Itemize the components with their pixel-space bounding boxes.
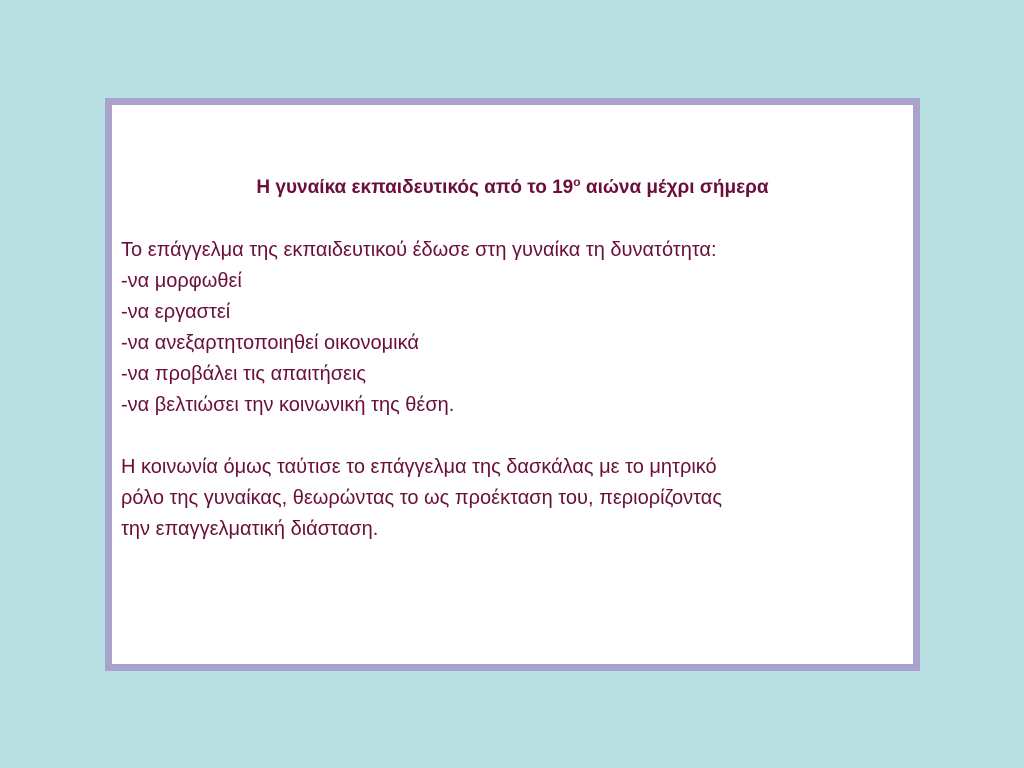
intro-text: Το επάγγελμα της εκπαιδευτικού έδωσε στη γυναίκα τη δυνατότητα: <box>121 239 717 261</box>
slide-title <box>112 177 913 199</box>
slide-title-end: αιώνα μέχρι σήμερα <box>580 177 769 198</box>
slide-frame <box>105 98 920 671</box>
list-item: -να βελτιώσει την κοινωνική της θέση. <box>121 394 455 416</box>
paragraph-line: την επαγγελματική διάσταση. <box>121 518 379 540</box>
list-item: -να ανεξαρτητοποιηθεί οικονομικά <box>121 332 419 354</box>
slide-body <box>121 235 901 545</box>
list-item: -να εργαστεί <box>121 301 231 323</box>
list-item: -να μορφωθεί <box>121 270 242 292</box>
slide-title-superscript: ο <box>573 175 581 189</box>
paragraph-spacer <box>121 421 901 452</box>
paragraph-line: ρόλο της γυναίκας, θεωρώντας το ως προέκταση του, περιορίζοντας <box>121 487 722 509</box>
paragraph-line: Η κοινωνία όμως ταύτισε το επάγγελμα της δασκάλας με το μητρικό <box>121 456 717 478</box>
slide-title-main: Η γυναίκα εκπαιδευτικός από το 19 <box>256 177 574 198</box>
list-item: -να προβάλει τις απαιτήσεις <box>121 363 367 385</box>
slide-content-area <box>112 105 913 664</box>
